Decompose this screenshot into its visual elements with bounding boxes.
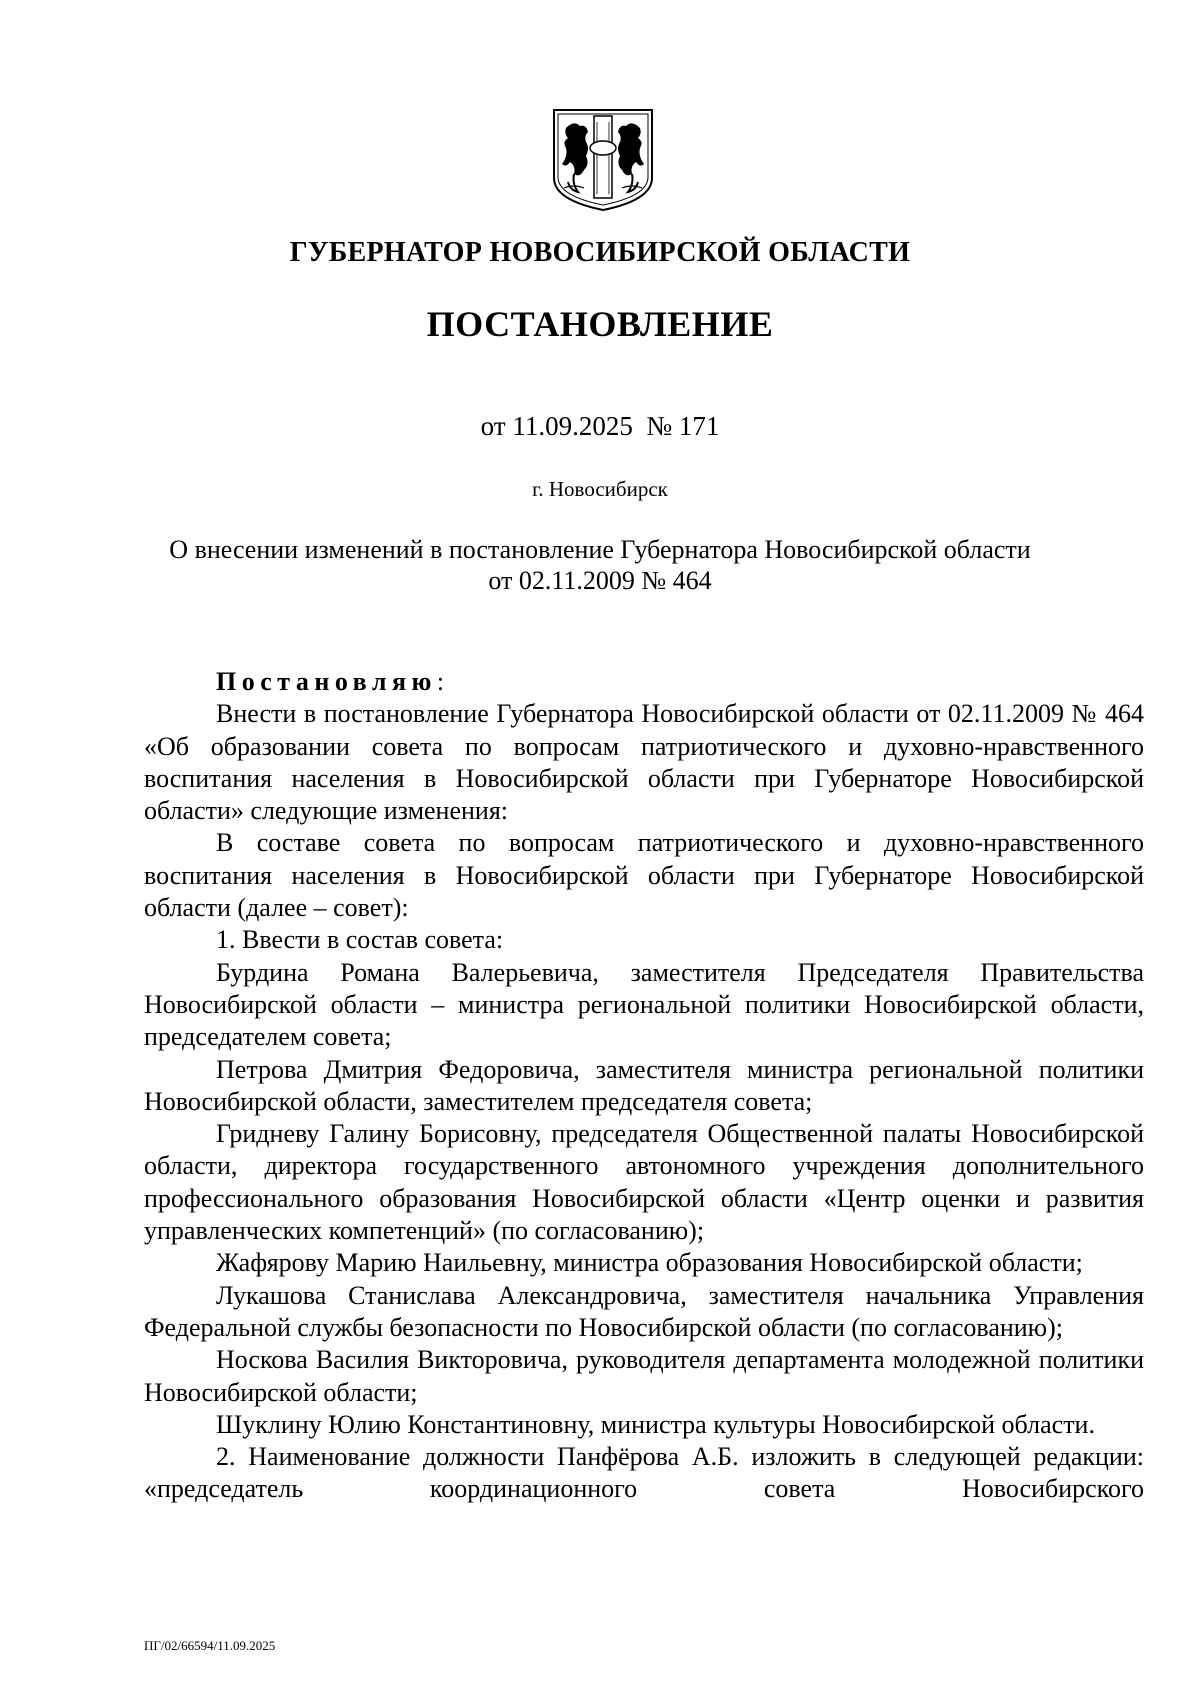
body-paragraph: Гридневу Галину Борисовну, председателя Общественной палаты Новосибирской области, директора государственного автономного учреждения дополнительного профессионального образования Новосибирской области «Центр оценки и развития управленческих компетенций» (по согласованию);	[144, 1119, 1144, 1246]
body-paragraph: Шуклину Юлию Константиновну, министра культуры Новосибирской области.	[216, 1409, 1095, 1439]
resolve-colon: :	[436, 667, 445, 696]
document-city: г. Новосибирск	[532, 477, 668, 501]
body-paragraph: Жафярову Марию Наильевну, министра образования Новосибирской области;	[216, 1248, 1083, 1278]
subject-line-2: от 02.11.2009 № 464	[488, 566, 712, 595]
document-code: ПГ/02/66594/11.09.2025	[144, 1638, 276, 1653]
body-paragraph: В составе совета по вопросам патриотического и духовно-нравственного воспитания населения в Новосибирской области при Губернаторе Новосибирской области (далее – совет):	[144, 828, 1144, 923]
coat-of-arms-icon	[550, 108, 656, 212]
body-paragraph: Носкова Василия Викторовича, руководителя департамента молодежной политики Новосибирской области;	[144, 1345, 1144, 1407]
document-date-number: от 11.09.2025 № 171	[480, 411, 720, 441]
document-body	[144, 666, 1144, 1506]
body-paragraph: 2. Наименование должности Панфёрова А.Б. изложить в следующей редакции: «председатель координационного совета Новосибирского	[144, 1442, 1144, 1504]
body-paragraph: Петрова Дмитрия Федоровича, заместителя министра региональной политики Новосибирской области, заместителем председателя совета;	[144, 1054, 1144, 1116]
body-paragraph: 1. Ввести в состав совета:	[216, 925, 504, 955]
body-paragraph: Лукашова Станислава Александровича, заместителя начальника Управления Федеральной службы безопасности по Новосибирской области (по согласованию);	[144, 1280, 1144, 1342]
body-paragraph: Внести в постановление Губернатора Новосибирской области от 02.11.2009 № 464 «Об образовании совета по вопросам патриотического и духовно-нравственного воспитания населения в Новосибирской области при Губернаторе Новосибирской области» следующие изменения:	[144, 699, 1144, 826]
resolve-heading	[144, 666, 1144, 698]
body-paragraph: Бурдина Романа Валерьевича, заместителя Председателя Правительства Новосибирской области – министра региональной политики Новосибирской области, председателем совета;	[144, 957, 1144, 1052]
authority-title: ГУБЕРНАТОР НОВОСИБИРСКОЙ ОБЛАСТИ	[289, 237, 911, 268]
document-subject	[0, 534, 1200, 596]
subject-line-1: О внесении изменений в постановление Губернатора Новосибирской области	[169, 535, 1031, 564]
resolve-word: Постановляю	[216, 667, 437, 696]
document-type: ПОСТАНОВЛЕНИЕ	[426, 304, 774, 344]
